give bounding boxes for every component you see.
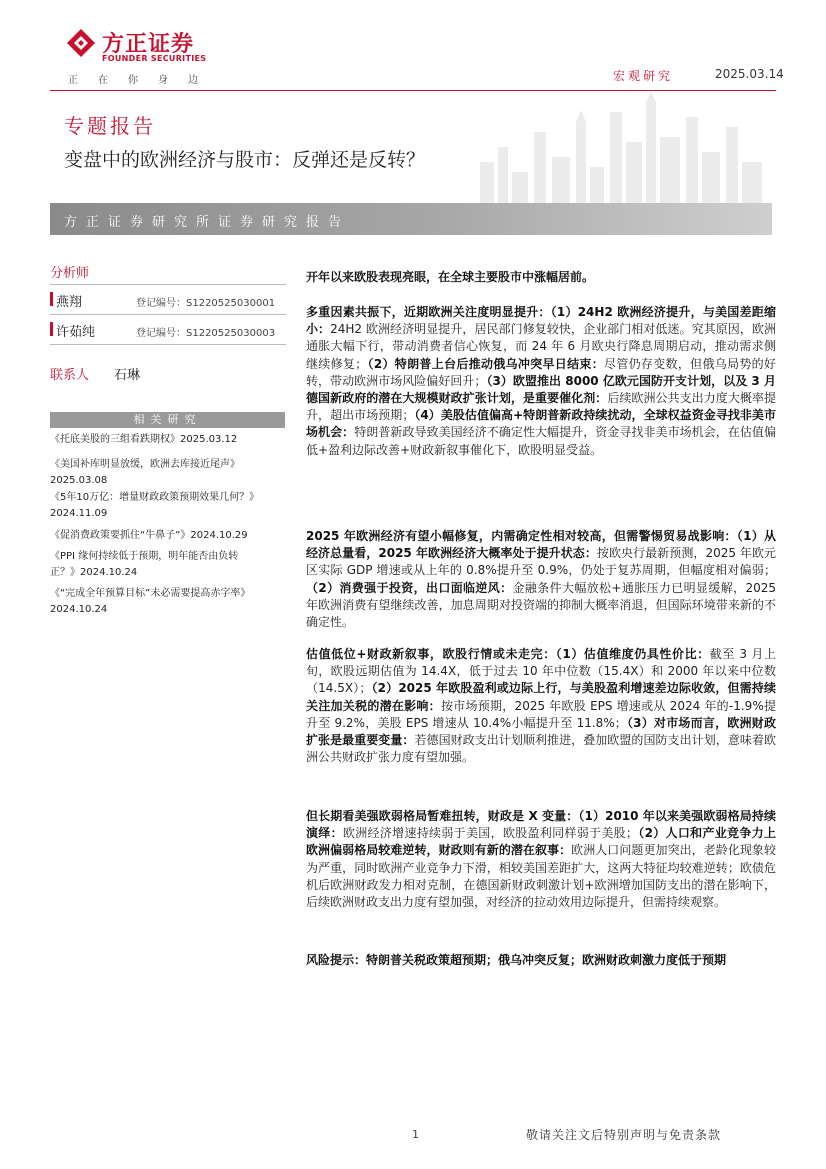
summary-headline: 开年以来欧股表现亮眼，在全球主要股市中涨幅居前。 <box>306 270 595 284</box>
report-category: 宏观研究 <box>613 69 674 83</box>
analyst-name: 许茹纯 <box>56 325 96 340</box>
contact-name: 石琳 <box>114 368 141 383</box>
summary-paragraph: 估值低位+财政新叙事，欧股行情或未走完：（1）估值维度仍具性价比：截至 3 月上旬，欧股远期估值为 14.4X，低于过去 10 年中位数（15.4X）和 2000 年以来中位数（14.5X）；（2）2025 年欧股盈利或边际上行，与美股盈利增速差边际收敛，但需持续关注加关税的潜在影响：按市场预期，2025 年欧股 EPS 增速或从 2024 年的-1.9%提升至 9.2%，美股 EPS 增速从 10.4%小幅提升至 11.8%；（3）对市场而言，欧洲财政扩张是最重要变量：若德国财政支出计划顺利推进，叠加欧盟的国防支出计划，意味着欧洲公共财政扩张力度有望加强。 <box>306 647 776 765</box>
related-research-item[interactable]: 《5年10万亿：增量财政政策预期效果几何？》 2024.11.09 <box>50 492 260 519</box>
founder-logo-icon <box>66 28 96 58</box>
analyst-marker <box>50 292 53 306</box>
related-research-item[interactable]: 《“完成全年预算目标”未必需要提高赤字率》 2024.10.24 <box>50 588 251 615</box>
contact-label: 联系人 <box>50 368 90 383</box>
analyst-divider <box>50 314 286 315</box>
report-date: 2025.03.14 <box>715 67 784 81</box>
logo-english-text: FOUNDER SECURITIES <box>102 54 207 63</box>
related-research-item[interactable]: 《美国补库明显放缓，欧洲去库接近尾声》 2025.03.08 <box>50 459 240 486</box>
header-divider <box>50 90 776 91</box>
related-research-item[interactable]: 《促消费政策要抓住“牛鼻子”》2024.10.29 <box>50 530 248 541</box>
summary-paragraph: 2025 年欧洲经济有望小幅修复，内需确定性相对较高，但需警惕贸易战影响：（1）从经济总量看，2025 年欧洲经济大概率处于提升状态：按欧央行最新预测，2025 年欧元区实际 GDP 增速或从上年的 0.8%提升至 0.9%，仍处于复苏周期，但幅度相对偏弱；（2）消费强于投资，出口面临逆风：金融条件大幅放松+通胀压力已明显缓解，2025 年欧洲消费有望继续改善，加息周期对投资端的抑制大概率消退，但国际环境带来新的不确定性。 <box>306 529 777 630</box>
related-research-item[interactable]: 《托底美股的三组看跌期权》2025.03.12 <box>50 434 238 445</box>
analysts-label: 分析师 <box>50 266 90 281</box>
institute-banner-text: 方正证券研究所证券研究报告 <box>64 215 351 230</box>
slogan: 正在你身边 <box>68 75 218 86</box>
analyst-marker <box>50 322 53 336</box>
summary-paragraph: 但长期看美强欧弱格局暂难扭转，财政是 X 变量：（1）2010 年以来美强欧弱格局持续演绎：欧洲经济增速持续弱于美国，欧股盈利同样弱于美股；（2）人口和产业竞争力上欧洲偏弱格局较难逆转，财政则有新的潜在叙事：欧洲人口问题更加突出，老龄化现象较为严重，同时欧洲产业竞争力下滑，相较美国差距扩大，这两大特征均较难逆转；欧债危机后欧洲财政发力相对克制，在德国新财政刺激计划+欧洲增加国防支出的潜在影响下，后续欧洲财政支出力度有望加强，对经济的拉动效用边际提升，但需持续观察。 <box>306 809 776 910</box>
related-research-item[interactable]: 《PPI 缘何持续低于预期，明年能否由负转 正？》2024.10.24 <box>50 551 239 578</box>
analyst-name: 燕翔 <box>56 295 83 310</box>
disclaimer-notice: 敬请关注文后特别声明与免责条款 <box>526 1128 722 1142</box>
analyst-divider <box>50 344 286 345</box>
risk-warning: 风险提示：特朗普关税政策超预期；俄乌冲突反复；欧洲财政刺激力度低于预期 <box>306 953 727 967</box>
analyst-registration: 登记编号：S1220525030003 <box>136 328 276 339</box>
report-title: 变盘中的欧洲经济与股市：反弹还是反转？ <box>64 149 426 171</box>
related-research-label: 相关研究 <box>133 413 202 426</box>
logo-text: 方正证券 <box>102 32 195 57</box>
analyst-divider <box>50 284 286 285</box>
page-number: 1 <box>412 1128 419 1141</box>
report-type: 专题报告 <box>64 114 156 138</box>
summary-paragraph: 多重因素共振下，近期欧洲关注度明显提升：（1）24H2 欧洲经济提升，与美国差距缩小：24H2 欧洲经济明显提升，居民部门修复较快，企业部门相对低迷。究其原因，欧洲通胀大幅下行，带动消费者信心恢复，而 24 年 6 月欧央行降息周期启动，推动需求侧继续修复；（2）特朗普上台后推动俄乌冲突早日结束：尽管仍存变数，但俄乌局势的好转，带动欧洲市场风险偏好回升；（3）欧盟推出 8000 亿欧元国防开支计划，以及 3 月德国新政府的潜在大规模财政扩张计划，是重要催化剂：后续欧洲公共支出力度大概率提升，超出市场预期；（4）美股估值偏高+特朗普新政持续扰动，全球权益资金寻找非美市场机会：特朗普新政导致美国经济不确定性大幅提升，资金寻找非美市场机会，在估值偏低+盈利边际改善+财政新叙事催化下，欧股明显受益。 <box>306 305 776 457</box>
analyst-registration: 登记编号：S1220525030001 <box>136 298 276 309</box>
